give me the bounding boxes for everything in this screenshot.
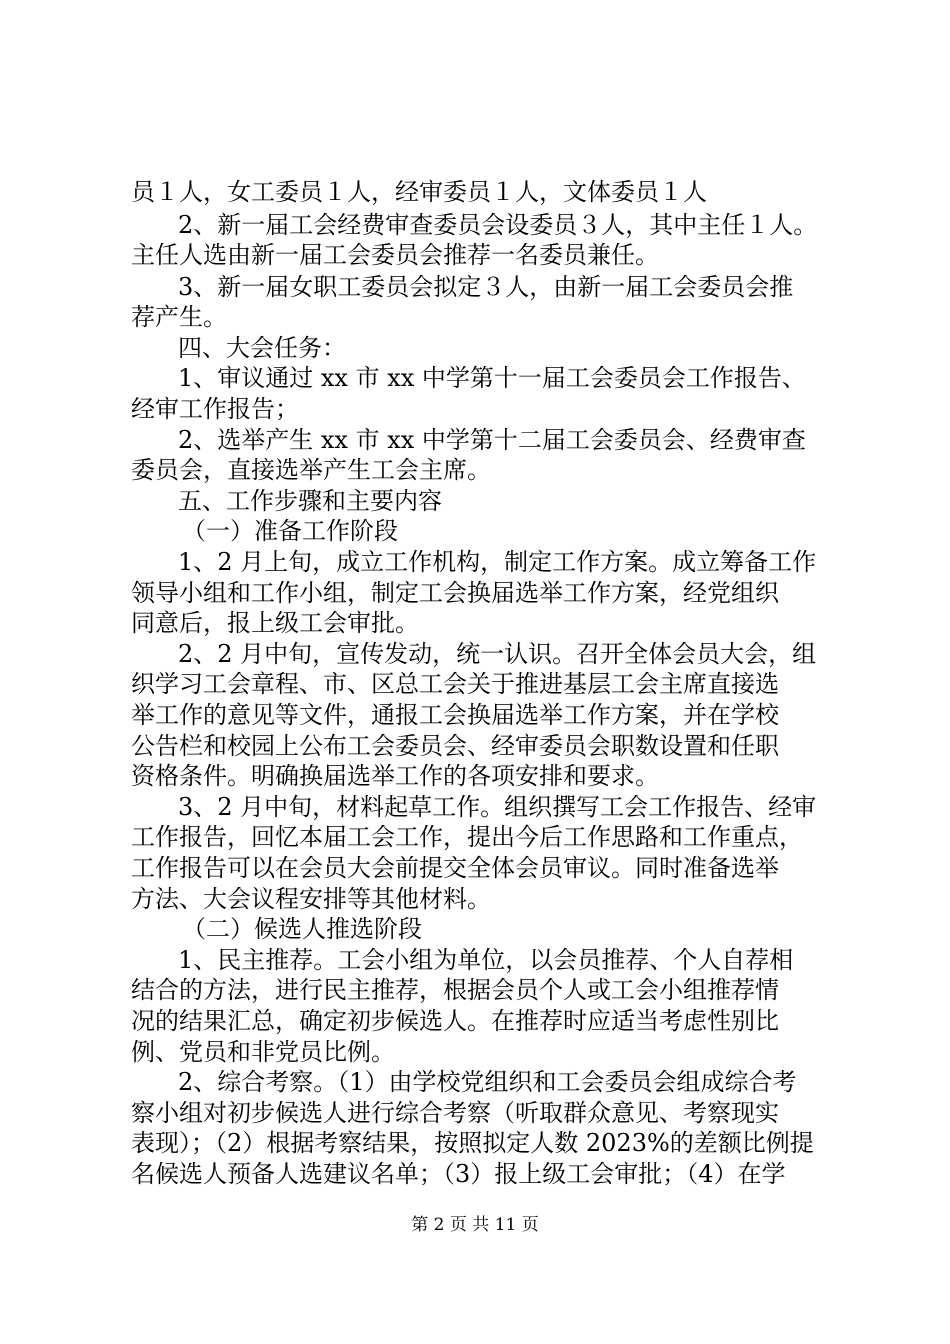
body-line: 2、2 月中旬，宣传发动，统一认识。召开全体会员大会，组 [178,640,817,668]
body-line: 公告栏和校园上公布工会委员会、经审委员会职数设置和任职 [131,732,779,760]
body-line: 结合的方法，进行民主推荐，根据会员个人或工会小组推荐情 [131,976,779,1004]
body-line: 织学习工会章程、市、区总工会关于推进基层工会主席直接选 [131,670,779,698]
body-line: 名候选人预备人选建议名单；（3）报上级工会审批；（4）在学 [131,1160,786,1188]
body-line: 员１人，女工委员１人，经审委员１人，文体委员１人 [131,178,707,206]
body-line: 1、2 月上旬，成立工作机构，制定工作方案。成立筹备工作 [178,548,817,576]
body-line: 主任人选由新一届工会委员会推荐一名委员兼任。 [131,241,659,269]
body-line: 3、新一届女职工委员会拟定３人，由新一届工会委员会推 [178,273,794,301]
section-heading: 五、工作步骤和主要内容 [178,487,442,515]
body-line: 资格条件。明确换届选举工作的各项安排和要求。 [131,762,659,790]
body-line: 2、选举产生 xx 市 xx 中学第十二届工会委员会、经费审查 [178,426,806,454]
body-line: 例、党员和非党员比例。 [131,1038,395,1066]
body-line: 表现）；（2）根据考察结果，按照拟定人数 2023%的差额比例提 [131,1129,814,1157]
body-line: 同意后，报上级工会审批。 [131,609,419,637]
body-line: 1、审议通过 xx 市 xx 中学第十一届工会委员会工作报告、 [178,364,806,392]
body-line: 荐产生。 [131,303,227,331]
body-line: 方法、大会议程安排等其他材料。 [131,885,491,913]
body-line: 2、综合考察。（1）由学校党组织和工会委员会组成综合考 [178,1068,797,1096]
page-number-footer: 第 2 页 共 11 页 [411,1215,539,1235]
body-line: 委员会，直接选举产生工会主席。 [131,456,491,484]
subsection-heading: （二）候选人推选阶段 [182,915,422,943]
body-line: 工作报告可以在会员大会前提交全体会员审议。同时准备选举 [131,854,779,882]
body-line: 工作报告，回忆本届工会工作，提出今后工作思路和工作重点， [131,823,803,851]
body-line: 1、民主推荐。工会小组为单位，以会员推荐、个人自荐相 [178,946,794,974]
body-line: 经审工作报告； [131,395,299,423]
body-line: 领导小组和工作小组，制定工会换届选举工作方案，经党组织 [131,579,779,607]
body-line: 2、新一届工会经费审查委员会设委员３人，其中主任１人。 [178,211,818,239]
section-heading: 四、大会任务： [178,334,346,362]
body-line: 察小组对初步候选人进行综合考察（听取群众意见、考察现实 [131,1099,779,1127]
body-line: 3、2 月中旬，材料起草工作。组织撰写工会工作报告、经审 [178,793,817,821]
body-line: 况的结果汇总，确定初步候选人。在推荐时应适当考虑性别比 [131,1007,779,1035]
body-line: 举工作的意见等文件，通报工会换届选举工作方案，并在学校 [131,701,779,729]
subsection-heading: （一）准备工作阶段 [182,517,398,545]
